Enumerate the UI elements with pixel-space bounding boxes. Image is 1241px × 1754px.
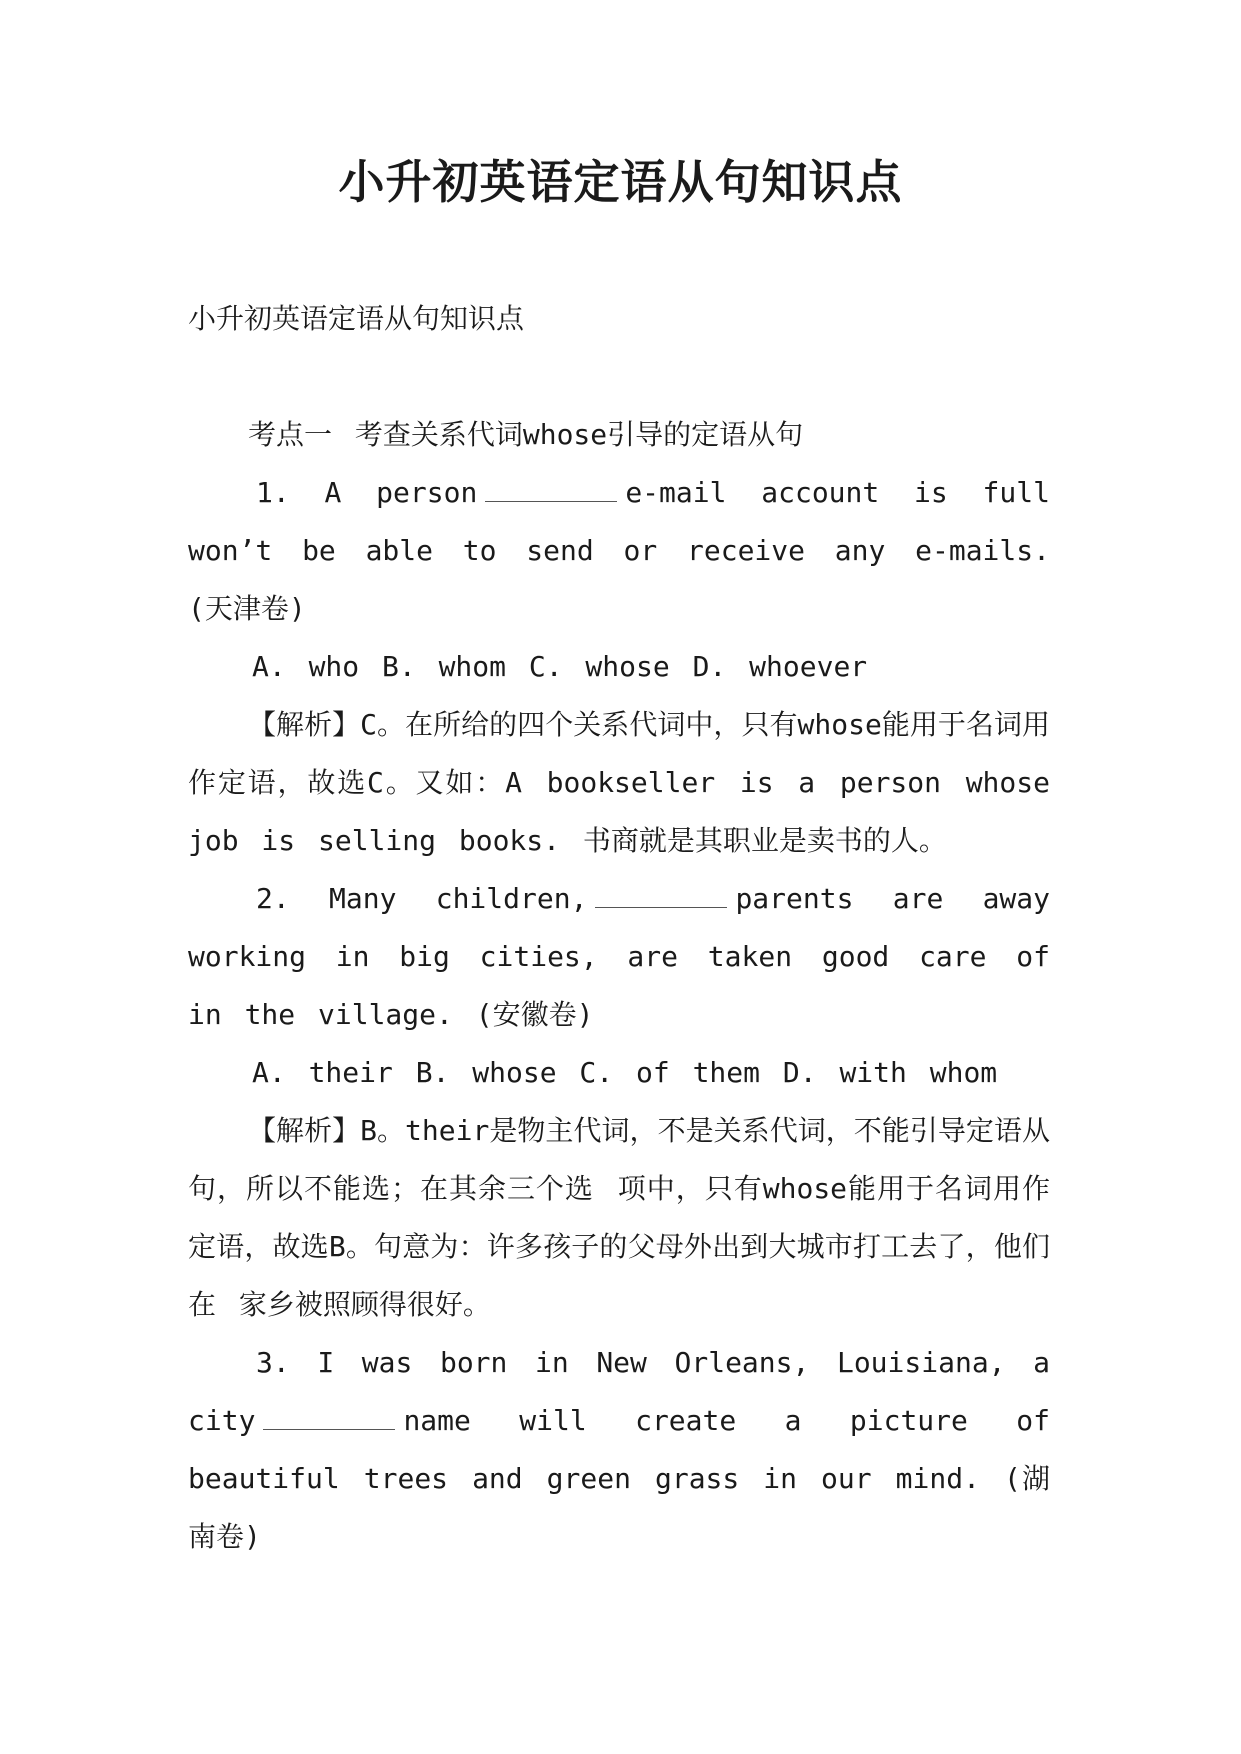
question-1-blank bbox=[485, 477, 617, 502]
question-1-stem-after: e-mail account is full won’t be able to send or receive any e-mails. (天津卷) bbox=[188, 476, 1050, 625]
question-1-stem bbox=[188, 464, 1050, 638]
question-2-stem bbox=[188, 870, 1050, 1044]
question-1-options: A. who B. whom C. whose D. whoever bbox=[252, 650, 868, 683]
question-2-stem-after: parents are away working in big cities, are taken good care of in the village. (安徽卷) bbox=[188, 882, 1051, 1031]
section-heading: 考点一 考查关系代词whose引导的定语从句 bbox=[248, 418, 804, 451]
question-2-blank bbox=[595, 883, 727, 908]
question-3-stem-after: name will create a picture of beautiful trees and green grass in our mind. (湖南卷) bbox=[188, 1404, 1050, 1553]
document-subtitle: 小升初英语定语从句知识点 bbox=[188, 302, 525, 335]
document-title: 小升初英语定语从句知识点 bbox=[338, 155, 903, 209]
document-body bbox=[188, 290, 1050, 1566]
question-1-stem-before: 1. A person bbox=[256, 476, 478, 509]
question-1-analysis: 【解析】C。在所给的四个关系代词中，只有whose能用于名词用作定语，故选C。又如：A bookseller is a person whose job is selling books. 书商就是其职业是卖书的人。 bbox=[188, 708, 1050, 857]
question-3-stem-before: 3. I was born in New Orleans, Louisiana, a city bbox=[188, 1346, 1050, 1437]
question-2-options: A. their B. whose C. of them D. with whom bbox=[252, 1056, 998, 1089]
question-2-analysis: 【解析】B。their是物主代词，不是关系代词，不能引导定语从句，所以不能选；在其余三个选 项中，只有whose能用于名词用作定语，故选B。句意为：许多孩子的父母外出到大城市打工去了，他们在 家乡被照顾得很好。 bbox=[188, 1114, 1050, 1321]
question-3-blank bbox=[263, 1405, 395, 1430]
question-2-stem-before: 2. Many children, bbox=[256, 882, 588, 915]
question-3-stem bbox=[188, 1334, 1050, 1566]
